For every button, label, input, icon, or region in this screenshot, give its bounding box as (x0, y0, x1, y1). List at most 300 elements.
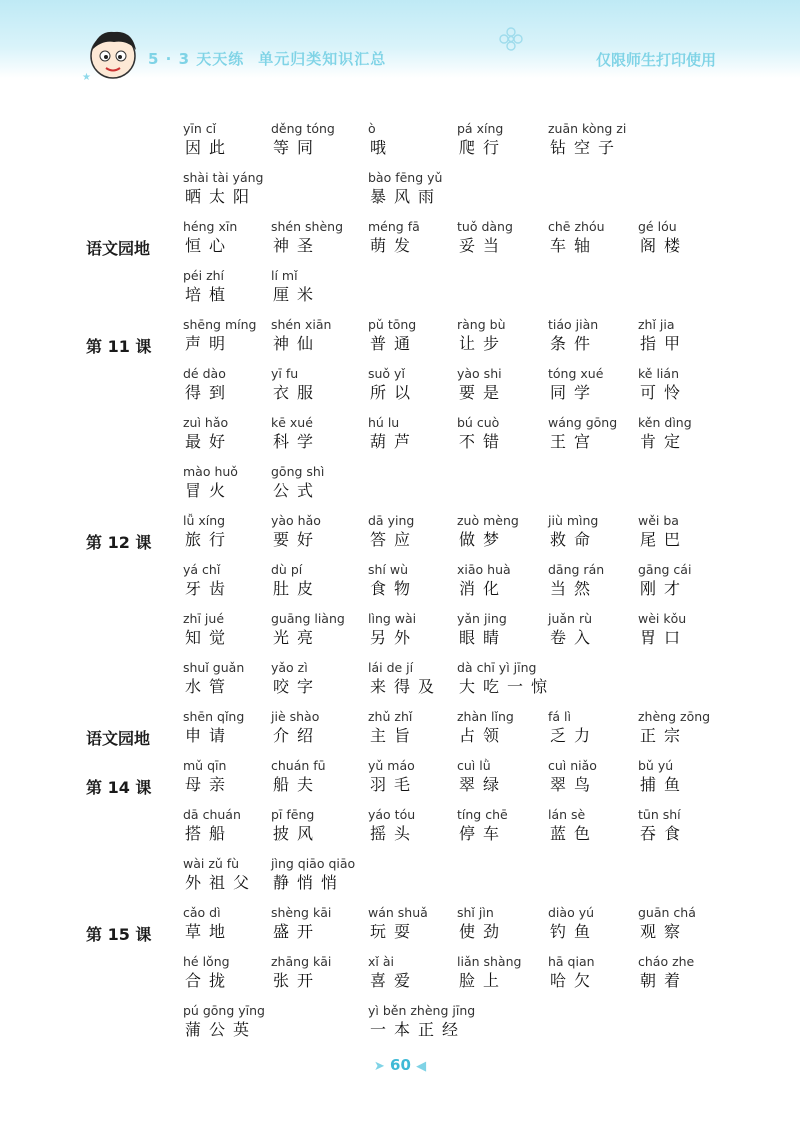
vocab-word (183, 267, 233, 306)
vocab-row (0, 904, 800, 948)
chinese-word: 合拢 (185, 971, 234, 990)
chinese-word: 大吃一惊 (459, 677, 556, 696)
vocab-row (0, 316, 800, 360)
vocab-word (368, 218, 420, 257)
pinyin: shén shèng (271, 219, 344, 234)
pinyin: tuǒ dàng (457, 219, 513, 234)
pinyin: yǔ máo (368, 758, 415, 773)
vocab-word (457, 953, 521, 992)
vocab-word (271, 904, 331, 943)
pinyin: zuān kòng zi (548, 121, 627, 136)
vocab-row (0, 659, 800, 703)
vocab-word (183, 316, 256, 355)
chinese-word: 张开 (273, 971, 322, 990)
vocab-word (183, 855, 257, 894)
chinese-word: 消化 (459, 579, 508, 598)
pinyin: shài tài yáng (183, 170, 264, 185)
pinyin: bào fēng yǔ (368, 170, 443, 185)
vocab-word (457, 512, 519, 551)
pinyin: tíng chē (457, 807, 508, 822)
vocab-word (638, 610, 688, 649)
chinese-word: 肯定 (640, 432, 689, 451)
pinyin: yǎo zì (271, 660, 308, 675)
pinyin: dāng rán (548, 562, 605, 577)
lesson-label: 第 11 课 (86, 337, 152, 356)
vocab-word (183, 953, 233, 992)
vocab-word (271, 757, 326, 796)
chinese-word: 做梦 (459, 530, 508, 549)
vocab-word (368, 414, 418, 453)
pinyin: jiè shào (271, 709, 320, 724)
chinese-word: 让步 (459, 334, 508, 353)
pinyin: zhāng kāi (271, 954, 332, 969)
vocab-word (368, 757, 418, 796)
chinese-word: 玩耍 (370, 922, 419, 941)
pinyin: tóng xué (548, 366, 604, 381)
pinyin: dù pí (271, 562, 303, 577)
chinese-word: 观察 (640, 922, 689, 941)
vocab-word (548, 904, 598, 943)
chinese-word: 阁楼 (640, 236, 689, 255)
print-usage-note: 仅限师生打印使用 (595, 51, 716, 69)
vocab-word (457, 904, 507, 943)
vocab-row (0, 855, 800, 899)
vocab-row (0, 365, 800, 409)
pinyin: lǚ xíng (183, 513, 226, 528)
chinese-word: 钓鱼 (550, 922, 599, 941)
vocab-word (271, 463, 324, 502)
vocab-word (457, 365, 507, 404)
chinese-word: 同学 (550, 383, 599, 402)
pinyin: juǎn rù (548, 611, 593, 626)
vocab-word (183, 463, 238, 502)
pinyin: ò (368, 121, 376, 136)
vocab-word (271, 267, 321, 306)
chinese-word: 使劲 (459, 922, 508, 941)
chinese-word: 知觉 (185, 628, 234, 647)
pinyin: yì běn zhèng jīng (368, 1003, 476, 1018)
lesson-label: 语文园地 (86, 729, 151, 748)
chinese-word: 肚皮 (273, 579, 322, 598)
flower-icon (498, 26, 524, 52)
vocab-row (0, 218, 800, 262)
pinyin: tūn shí (638, 807, 681, 822)
series-title (148, 48, 386, 69)
chinese-word: 搭船 (185, 824, 234, 843)
pinyin: zhèng zōng (638, 709, 711, 724)
pinyin: dà chī yì jīng (457, 660, 537, 675)
series-name: 5 · 3 天天练 (148, 50, 245, 68)
vocab-word (271, 610, 345, 649)
vocab-word (183, 512, 233, 551)
vocab-row (0, 757, 800, 801)
chinese-word: 因此 (185, 138, 234, 157)
vocab-row (0, 120, 800, 164)
vocab-word (271, 855, 355, 894)
vocab-word (548, 610, 598, 649)
vocab-word (457, 316, 507, 355)
chinese-word: 科学 (273, 432, 322, 451)
chinese-word: 葫芦 (370, 432, 419, 451)
vocab-word (638, 708, 710, 747)
chinese-word: 等同 (273, 138, 322, 157)
chinese-word: 不错 (459, 432, 508, 451)
vocab-word (548, 365, 603, 404)
pinyin: lí mǐ (271, 268, 298, 283)
pinyin: yīn cǐ (183, 121, 217, 136)
chinese-word: 介绍 (273, 726, 322, 745)
chinese-word: 乏力 (550, 726, 599, 745)
chinese-word: 母亲 (185, 775, 234, 794)
chinese-word: 朝着 (640, 971, 689, 990)
series-subtitle: 单元归类知识汇总 (258, 50, 387, 68)
pinyin: yáo tóu (368, 807, 416, 822)
chinese-word: 静悄悄 (273, 873, 346, 892)
vocab-row (0, 1002, 800, 1046)
pinyin: shēn qǐng (183, 709, 245, 724)
pinyin: gé lóu (638, 219, 677, 234)
vocab-word (638, 218, 688, 257)
chinese-word: 外祖父 (185, 873, 258, 892)
lesson-label: 语文园地 (86, 239, 151, 258)
left-arrow-icon: ➤ (373, 1059, 385, 1074)
vocab-word (271, 953, 331, 992)
pinyin: liǎn shàng (457, 954, 522, 969)
chinese-word: 牙齿 (185, 579, 234, 598)
chinese-word: 可怜 (640, 383, 689, 402)
pinyin: wán shuǎ (368, 905, 428, 920)
vocab-word (548, 512, 598, 551)
vocab-word (457, 218, 513, 257)
mascot-boy-icon (84, 26, 142, 84)
chinese-word: 摇头 (370, 824, 419, 843)
pinyin: bǔ yú (638, 758, 674, 773)
vocab-word (638, 806, 688, 845)
vocab-word (457, 120, 507, 159)
vocab-row (0, 169, 800, 213)
pinyin: kěn dìng (638, 415, 692, 430)
vocab-word (638, 561, 691, 600)
vocab-word (183, 610, 233, 649)
chinese-word: 水管 (185, 677, 234, 696)
pinyin: kě lián (638, 366, 679, 381)
pinyin: cuì niǎo (548, 758, 597, 773)
chinese-word: 得到 (185, 383, 234, 402)
chinese-word: 哈欠 (550, 971, 599, 990)
chinese-word: 刚才 (640, 579, 689, 598)
chinese-word: 眼睛 (459, 628, 508, 647)
chinese-word: 培植 (185, 285, 234, 304)
vocab-word (548, 316, 598, 355)
vocab-word (638, 904, 696, 943)
pinyin: lán sè (548, 807, 586, 822)
pinyin: suǒ yǐ (368, 366, 405, 381)
pinyin: zhī jué (183, 611, 225, 626)
chinese-word: 草地 (185, 922, 234, 941)
pinyin: yào shi (457, 366, 502, 381)
chinese-word: 蒲公英 (185, 1020, 258, 1039)
pinyin: shén xiān (271, 317, 332, 332)
vocab-word (368, 561, 418, 600)
chinese-word: 当然 (550, 579, 599, 598)
pinyin: wèi kǒu (638, 611, 687, 626)
pinyin: kē xué (271, 415, 313, 430)
vocab-word (368, 169, 442, 208)
chinese-word: 救命 (550, 530, 599, 549)
pinyin: pǔ tōng (368, 317, 417, 332)
chinese-word: 咬字 (273, 677, 322, 696)
pinyin: shēng míng (183, 317, 257, 332)
pinyin: yǎn jing (457, 611, 507, 626)
right-arrow-icon: ◀ (416, 1059, 427, 1074)
vocab-word (368, 708, 418, 747)
vocab-word (368, 610, 418, 649)
pinyin: zhǔ zhǐ (368, 709, 413, 724)
page-number-value: 60 (390, 1056, 411, 1074)
pinyin: xiāo huà (457, 562, 511, 577)
vocab-word (368, 659, 442, 698)
vocab-word (183, 218, 237, 257)
chinese-word: 所以 (370, 383, 419, 402)
vocab-row (0, 414, 800, 458)
pinyin: pá xíng (457, 121, 504, 136)
pinyin: héng xīn (183, 219, 238, 234)
pinyin: pú gōng yīng (183, 1003, 265, 1018)
vocab-word (271, 316, 331, 355)
vocab-word (183, 414, 233, 453)
chinese-word: 暴风雨 (370, 187, 443, 206)
pinyin: yào hǎo (271, 513, 321, 528)
pinyin: diào yú (548, 905, 595, 920)
pinyin: guāng liàng (271, 611, 345, 626)
chinese-word: 主旨 (370, 726, 419, 745)
chinese-word: 妥当 (459, 236, 508, 255)
vocab-word (638, 414, 692, 453)
chinese-word: 厘米 (273, 285, 322, 304)
pinyin: shǐ jìn (457, 905, 494, 920)
vocab-word (457, 757, 507, 796)
vocab-row (0, 806, 800, 850)
vocab-row (0, 953, 800, 997)
vocab-word (638, 757, 688, 796)
chinese-word: 公式 (273, 481, 322, 500)
vocab-word (638, 316, 688, 355)
pinyin: shèng kāi (271, 905, 332, 920)
pinyin: mào huǒ (183, 464, 238, 479)
pinyin: chē zhóu (548, 219, 605, 234)
star-icon: ★ (82, 72, 91, 83)
chinese-word: 车轴 (550, 236, 599, 255)
chinese-word: 最好 (185, 432, 234, 451)
vocab-row (0, 512, 800, 556)
vocab-word (457, 806, 508, 845)
vocab-word (368, 316, 418, 355)
pinyin: bú cuò (457, 415, 500, 430)
chinese-word: 卷入 (550, 628, 599, 647)
pinyin: péi zhí (183, 268, 225, 283)
chinese-word: 光亮 (273, 628, 322, 647)
vocab-row (0, 561, 800, 605)
vocab-word (271, 708, 321, 747)
chinese-word: 指甲 (640, 334, 689, 353)
lesson-label: 第 15 课 (86, 925, 152, 944)
pinyin: hā qian (548, 954, 595, 969)
chinese-word: 晒太阳 (185, 187, 258, 206)
vocab-word (368, 120, 394, 159)
pinyin: lìng wài (368, 611, 417, 626)
vocab-row (0, 610, 800, 654)
vocab-word (183, 120, 233, 159)
chinese-word: 另外 (370, 628, 419, 647)
chinese-word: 盛开 (273, 922, 322, 941)
chinese-word: 船夫 (273, 775, 322, 794)
pinyin: chuán fū (271, 758, 326, 773)
pinyin: wài zǔ fù (183, 856, 240, 871)
chinese-word: 食物 (370, 579, 419, 598)
chinese-word: 蓝色 (550, 824, 599, 843)
vocab-word (548, 806, 598, 845)
pinyin: méng fā (368, 219, 420, 234)
chinese-word: 翠绿 (459, 775, 508, 794)
chinese-word: 要好 (273, 530, 322, 549)
vocab-word (183, 561, 233, 600)
vocab-row (0, 267, 800, 311)
chinese-word: 神圣 (273, 236, 322, 255)
vocab-word (368, 365, 418, 404)
pinyin: xǐ ài (368, 954, 394, 969)
pinyin: yī fu (271, 366, 299, 381)
chinese-word: 神仙 (273, 334, 322, 353)
chinese-word: 喜爱 (370, 971, 419, 990)
vocab-word (457, 659, 555, 698)
vocab-word (457, 610, 507, 649)
pinyin: wáng gōng (548, 415, 618, 430)
pinyin: dé dào (183, 366, 226, 381)
pinyin: shí wù (368, 562, 409, 577)
vocab-word (271, 120, 335, 159)
chinese-word: 冒火 (185, 481, 234, 500)
vocab-word (457, 561, 511, 600)
pinyin: mǔ qīn (183, 758, 227, 773)
pinyin: fá lì (548, 709, 571, 724)
pinyin: wěi ba (638, 513, 679, 528)
vocab-word (271, 806, 321, 845)
chinese-word: 答应 (370, 530, 419, 549)
pinyin: shuǐ guǎn (183, 660, 245, 675)
vocab-word (271, 414, 321, 453)
chinese-word: 捕鱼 (640, 775, 689, 794)
vocab-word (183, 365, 233, 404)
pinyin: zhǐ jia (638, 317, 675, 332)
chinese-word: 胃口 (640, 628, 689, 647)
chinese-word: 来得及 (370, 677, 443, 696)
chinese-word: 条件 (550, 334, 599, 353)
pinyin: děng tóng (271, 121, 335, 136)
vocab-word (368, 806, 418, 845)
chinese-word: 占领 (459, 726, 508, 745)
chinese-word: 王宫 (550, 432, 599, 451)
pinyin: zhàn lǐng (457, 709, 514, 724)
vocab-word (271, 512, 321, 551)
vocab-word (183, 904, 233, 943)
vocab-word (183, 169, 263, 208)
vocab-word (271, 365, 321, 404)
vocab-word (183, 806, 241, 845)
pinyin: zuì hǎo (183, 415, 229, 430)
vocab-word (271, 218, 343, 257)
pinyin: ràng bù (457, 317, 506, 332)
vocab-word (457, 708, 514, 747)
chinese-word: 旅行 (185, 530, 234, 549)
chinese-word: 声明 (185, 334, 234, 353)
lesson-label: 第 12 课 (86, 533, 152, 552)
chinese-word: 衣服 (273, 383, 322, 402)
pinyin: yá chǐ (183, 562, 221, 577)
chinese-word: 爬行 (459, 138, 508, 157)
chinese-word: 普通 (370, 334, 419, 353)
vocab-word (271, 561, 321, 600)
pinyin: tiáo jiàn (548, 317, 599, 332)
pinyin: hé lǒng (183, 954, 230, 969)
chinese-word: 申请 (185, 726, 234, 745)
vocab-word (183, 659, 244, 698)
vocab-word (548, 414, 617, 453)
chinese-word: 哦 (370, 138, 395, 157)
pinyin: dā chuán (183, 807, 241, 822)
page-number (372, 1056, 428, 1074)
vocab-word (638, 365, 688, 404)
chinese-word: 脸上 (459, 971, 508, 990)
pinyin: gāng cái (638, 562, 692, 577)
chinese-word: 萌发 (370, 236, 419, 255)
pinyin: cháo zhe (638, 954, 695, 969)
vocab-word (638, 512, 688, 551)
vocab-word (548, 561, 604, 600)
vocab-word (638, 953, 694, 992)
lesson-label: 第 14 课 (86, 778, 152, 797)
vocab-word (368, 1002, 475, 1041)
pinyin: gōng shì (271, 464, 325, 479)
chinese-word: 钻空子 (550, 138, 623, 157)
pinyin: lái de jí (368, 660, 414, 675)
chinese-word: 要是 (459, 383, 508, 402)
vocab-word (368, 904, 428, 943)
vocab-word (548, 218, 605, 257)
pinyin: cǎo dì (183, 905, 221, 920)
vocab-word (548, 120, 626, 159)
chinese-word: 羽毛 (370, 775, 419, 794)
pinyin: cuì lǜ (457, 758, 491, 773)
pinyin: jìng qiāo qiāo (271, 856, 356, 871)
vocab-word (548, 757, 598, 796)
pinyin: zuò mèng (457, 513, 519, 528)
chinese-word: 一本正经 (370, 1020, 467, 1039)
chinese-word: 正宗 (640, 726, 689, 745)
pinyin: guān chá (638, 905, 696, 920)
vocab-word (548, 708, 598, 747)
vocab-word (457, 414, 507, 453)
vocab-row (0, 708, 800, 752)
chinese-word: 翠鸟 (550, 775, 599, 794)
chinese-word: 恒心 (185, 236, 234, 255)
chinese-word: 吞食 (640, 824, 689, 843)
vocab-word (271, 659, 321, 698)
chinese-word: 披风 (273, 824, 322, 843)
chinese-word: 停车 (459, 824, 508, 843)
vocab-word (183, 708, 244, 747)
vocab-word (183, 1002, 265, 1041)
pinyin: dā ying (368, 513, 415, 528)
